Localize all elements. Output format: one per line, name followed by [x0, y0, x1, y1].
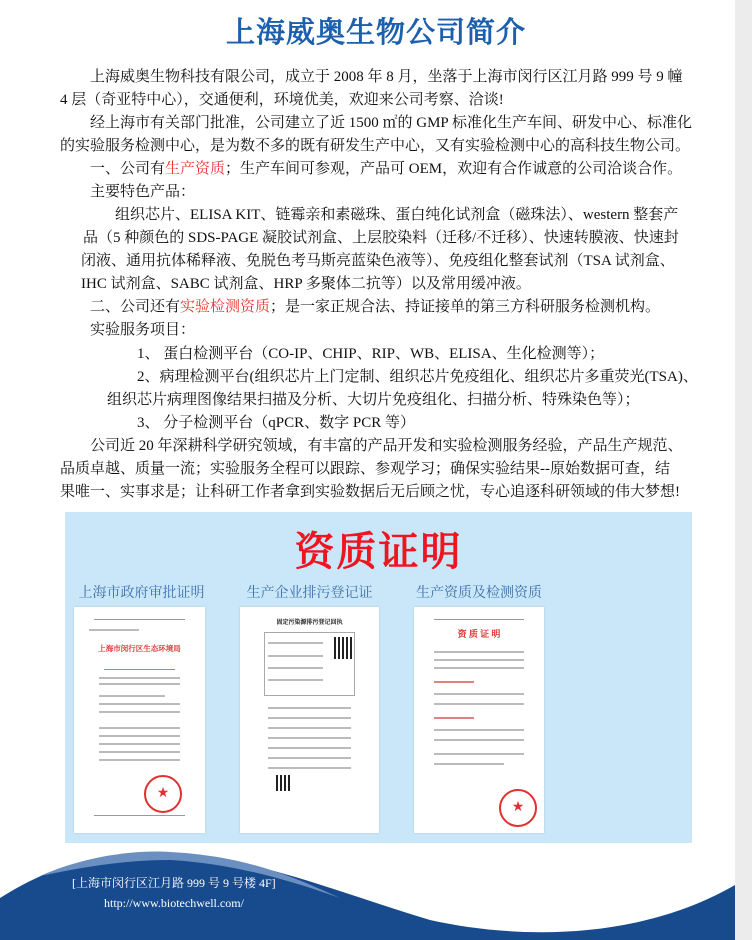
certificate-doc-title: 资 质 证 明: [457, 629, 501, 639]
column-heading: 生产资质及检测资质: [416, 585, 542, 601]
qr-code-icon: [276, 775, 292, 791]
body-line: 4 层（奇亚特中心），交通便利，环境优美，欢迎来公司考察、洽谈!: [60, 92, 504, 108]
body-line: 品（5 种颜色的 SDS-PAGE 凝胶试剂盒、上层胶染料（迁移/不迁移）、快速转膜液、快速封: [83, 230, 679, 246]
page-title: 上海威奥生物公司简介: [225, 17, 526, 49]
body-line: 品质卓越、质量一流；实验服务全程可以跟踪、参观学习；确保实验结果--原始数据可查，结: [60, 461, 670, 477]
column-heading: 生产企业排污登记证: [246, 585, 373, 601]
section-one: [90, 158, 682, 181]
body-line: 1、 蛋白检测平台（CO-IP、CHIP、RIP、WB、ELISA、生化检测等）；: [137, 346, 605, 362]
body-line: 组织芯片病理图像结果扫描及分析、大切片免疫组化、扫描分析、特殊染色等）；: [107, 392, 640, 408]
body-line: 闭液、通用抗体稀释液、免脱色考马斯亮蓝染色液等）、免疫组化整套试剂（TSA 试剂盒、: [81, 253, 675, 269]
body-line: 果唯一、实事求是；让科研工作者拿到实验数据后无后顾之忧，专心追逐科研领域的伟大梦想!: [60, 484, 680, 500]
red-seal-icon: ★: [144, 775, 182, 813]
certificate-image: [414, 607, 544, 833]
column-heading: 上海市政府审批证明: [78, 585, 205, 601]
qr-code-icon: [334, 637, 352, 659]
body-line: 的实验服务检测中心，是为数不多的既有研发生产中心，又有实验检测中心的高科技生物公司。: [60, 138, 691, 154]
body-line: 实验服务项目：: [90, 322, 196, 338]
footer-address: [上海市闵行区江月路 999 号 9 号楼 4F]: [72, 876, 276, 890]
section-two: [90, 296, 660, 319]
body-line: 主要特色产品：: [90, 184, 196, 200]
footer-url[interactable]: http://www.biotechwell.com/: [104, 896, 244, 910]
certificate-doc-title: 上海市闵行区生态环境局: [98, 644, 181, 653]
section-two-suffix: ；是一家正规合法、持证接单的第三方科研服务检测机构。: [270, 299, 661, 315]
body-line: IHC 试剂盒、SABC 试剂盒、HRP 多聚体二抗等）以及常用缓冲液。: [81, 276, 531, 292]
production-qualification-highlight: 生产资质: [165, 161, 226, 177]
body-line: 经上海市有关部门批准，公司建立了近 1500 ㎡的 GMP 标准化生产车间、研发中心、标准化: [90, 115, 692, 131]
certificate-image: [240, 607, 379, 833]
section-one-prefix: 一、公司有: [90, 161, 166, 177]
body-line: 公司近 20 年深耕科学研究领域，有丰富的产品开发和实验检测服务经验，产品生产规范、: [90, 438, 683, 454]
section-one-suffix: ；生产车间可参观，产品可 OEM，欢迎有合作诚意的公司洽谈合作。: [225, 161, 683, 177]
body-line: 上海威奥生物科技有限公司，成立于 2008 年 8 月，坐落于上海市闵行区江月路 999 号 9 幢: [90, 69, 683, 85]
testing-qualification-highlight: 实验检测资质: [180, 299, 271, 315]
section-two-prefix: 二、公司还有: [90, 299, 181, 315]
certificate-image: [74, 607, 205, 833]
body-line: 2、病理检测平台(组织芯片上门定制、组织芯片免疫组化、组织芯片多重荧光(TSA)、: [137, 369, 698, 385]
panel-title: 资质证明: [294, 529, 463, 575]
body-line: 组织芯片、ELISA KIT、链霉亲和素磁珠、蛋白纯化试剂盒（磁珠法）、western 整套产: [115, 207, 679, 223]
red-seal-icon: ★: [499, 789, 537, 827]
certificate-doc-title: 固定污染源排污登记回执: [276, 620, 343, 626]
body-line: 3、 分子检测平台（qPCR、数字 PCR 等）: [137, 415, 415, 431]
qualification-panel: [65, 512, 692, 843]
